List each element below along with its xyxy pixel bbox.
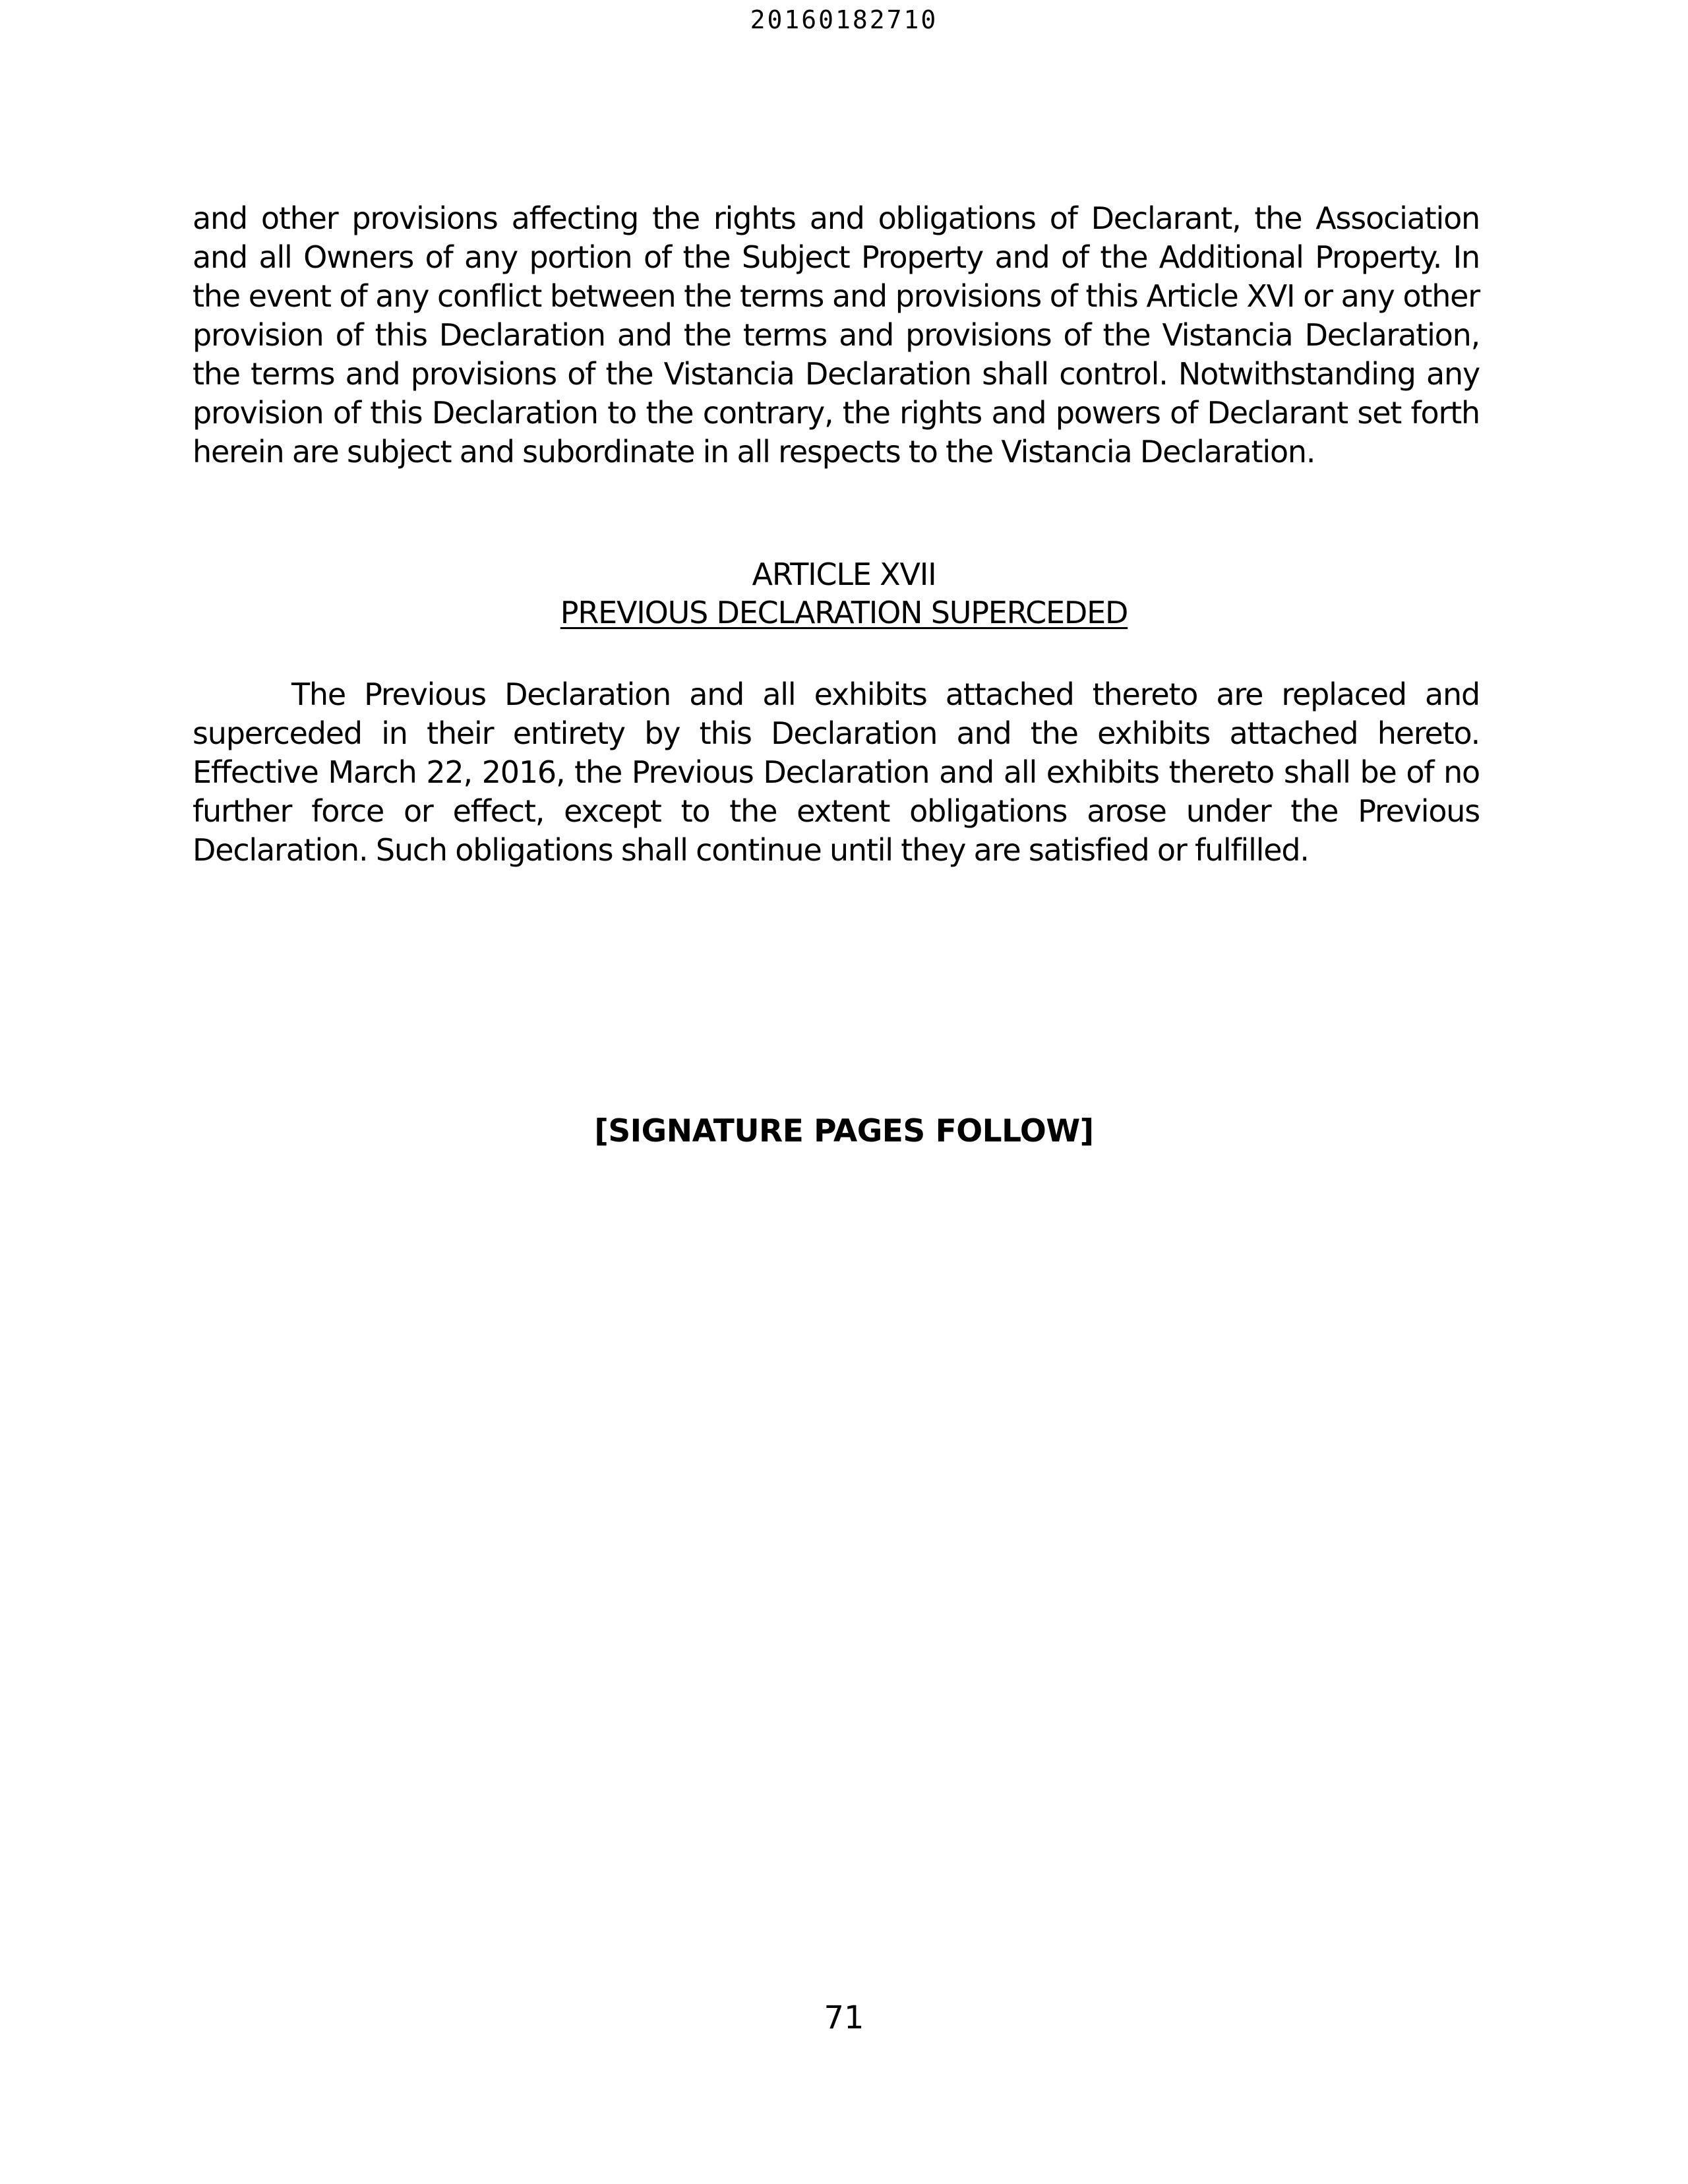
article-title: PREVIOUS DECLARATION SUPERCEDED — [560, 595, 1128, 630]
document-number: 20160182710 — [750, 5, 938, 34]
article-xvii-paragraph: The Previous Declaration and all exhibits attached thereto are replaced and superceded in their entirety by this Declaration and the exhibits attached hereto. Effective March 22, 2016, the Previous Declaration and all exhibits thereto shall be of no further force or effect, except to the extent obligations arose under the Previous Declaration. Such obligations shall continue until they are satisfied or fulfilled. — [193, 677, 1480, 868]
article-number: ARTICLE XVII — [752, 557, 936, 592]
article-heading — [0, 555, 1688, 632]
signature-pages-note: [SIGNATURE PAGES FOLLOW] — [594, 1113, 1094, 1149]
page-number: 71 — [824, 1999, 864, 2036]
continuation-paragraph: and other provisions affecting the rights and obligations of Declarant, the Association and all Owners of any portion of the Subject Property and of the Additional Property. In the event of any conflict between the terms and provisions of this Article XVI or any other provision of this Declaration and the terms and provisions of the Vistancia Declaration, the terms and provisions of the Vistancia Declaration shall control. Notwithstanding any provision of this Declaration to the contrary, the rights and powers of Declarant set forth herein are subject and subordinate in all respects to the Vistancia Declaration. — [193, 200, 1480, 470]
